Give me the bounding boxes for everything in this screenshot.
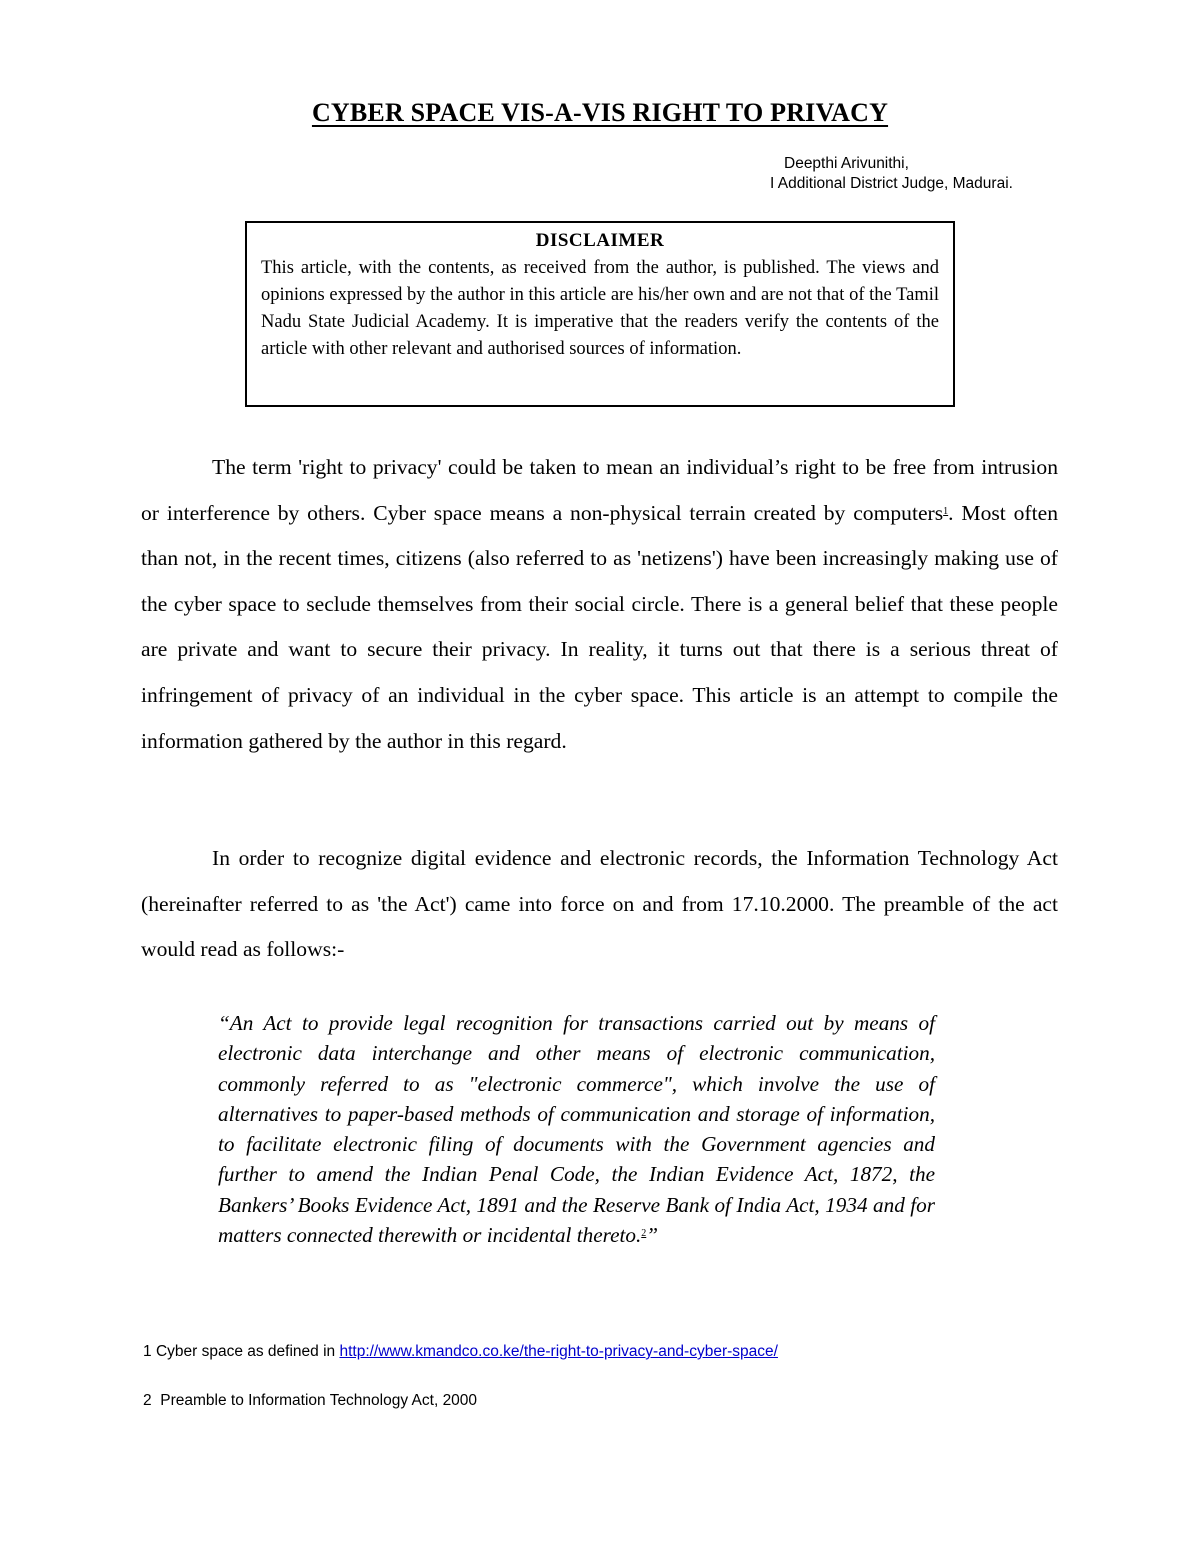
footnote-number: 2 bbox=[143, 1392, 152, 1409]
footnote-ref-2[interactable]: 2 bbox=[641, 1228, 647, 1240]
body-paragraph-1 bbox=[141, 445, 1058, 764]
footnote-text: Preamble to Information Technology Act, 2000 bbox=[160, 1392, 478, 1409]
quote-close-mark: ” bbox=[646, 1223, 659, 1248]
footnote-ref-1[interactable]: 1 bbox=[943, 505, 949, 517]
quote-text: An Act to provide legal recognition for transactions carried out by means of electronic data interchange and other means of electronic communication, commonly referred to as "electronic commerce", which involve the use of alternatives to paper-based methods of communication and storage of information, to facilitate electronic filing of documents with the Government agencies and further to amend the Indian Penal Code, the Indian Evidence Act, 1872, the Bankers’ Books Evidence Act, 1891 and the Reserve Bank of India Act, 1934 and for matters connected therewith or incidental thereto. bbox=[218, 1011, 935, 1248]
author-name: Deepthi Arivunithi, bbox=[784, 155, 909, 172]
disclaimer-heading: DISCLAIMER bbox=[535, 230, 665, 251]
footnote-text: Cyber space as defined in bbox=[155, 1343, 336, 1360]
footnote-number: 1 bbox=[143, 1343, 152, 1360]
disclaimer-box bbox=[245, 221, 955, 407]
paragraph-1-text-start: The term 'right to privacy' could be taken to mean an individual’s right to be free from intrusion or interference by others. Cyber space means a non-physical terrain created by computers bbox=[141, 455, 1058, 525]
footnote-link[interactable]: http://www.kmandco.co.ke/the-right-to-privacy-and-cyber-space/ bbox=[339, 1343, 778, 1360]
footnote-1 bbox=[143, 1342, 778, 1362]
body-paragraph-2 bbox=[141, 836, 1058, 973]
author-designation: I Additional District Judge, Madurai. bbox=[770, 175, 1013, 192]
quote-open-mark: “ bbox=[218, 1011, 230, 1035]
author-block bbox=[770, 154, 1013, 194]
disclaimer-text: This article, with the contents, as received from the author, is published. The views and opinions expressed by the author in this article are his/her own and are not that of the Tamil Nadu State Judicial Academy. It is imperative that the readers verify the contents of the article with other relevant and authorised sources of information. bbox=[261, 258, 939, 359]
article-title: CYBER SPACE VIS-A-VIS RIGHT TO PRIVACY bbox=[311, 98, 889, 127]
paragraph-2-text: In order to recognize digital evidence and electronic records, the Information Technology Act (hereinafter referred to as 'the Act') came into force on and from 17.10.2000. The preamble of the act would read as follows:- bbox=[141, 846, 1058, 962]
paragraph-1-text-end: . Most often than not, in the recent times, citizens (also referred to as 'netizens') have been increasingly making use of the cyber space to seclude themselves from their social circle. There is a general belief that these people are private and want to secure their privacy. In reality, it turns out that there is a serious threat of infringement of privacy of an individual in the cyber space. This article is an attempt to compile the information gathered by the author in this regard. bbox=[141, 500, 1059, 753]
footnote-2 bbox=[143, 1391, 477, 1411]
preamble-quote bbox=[218, 1008, 935, 1250]
